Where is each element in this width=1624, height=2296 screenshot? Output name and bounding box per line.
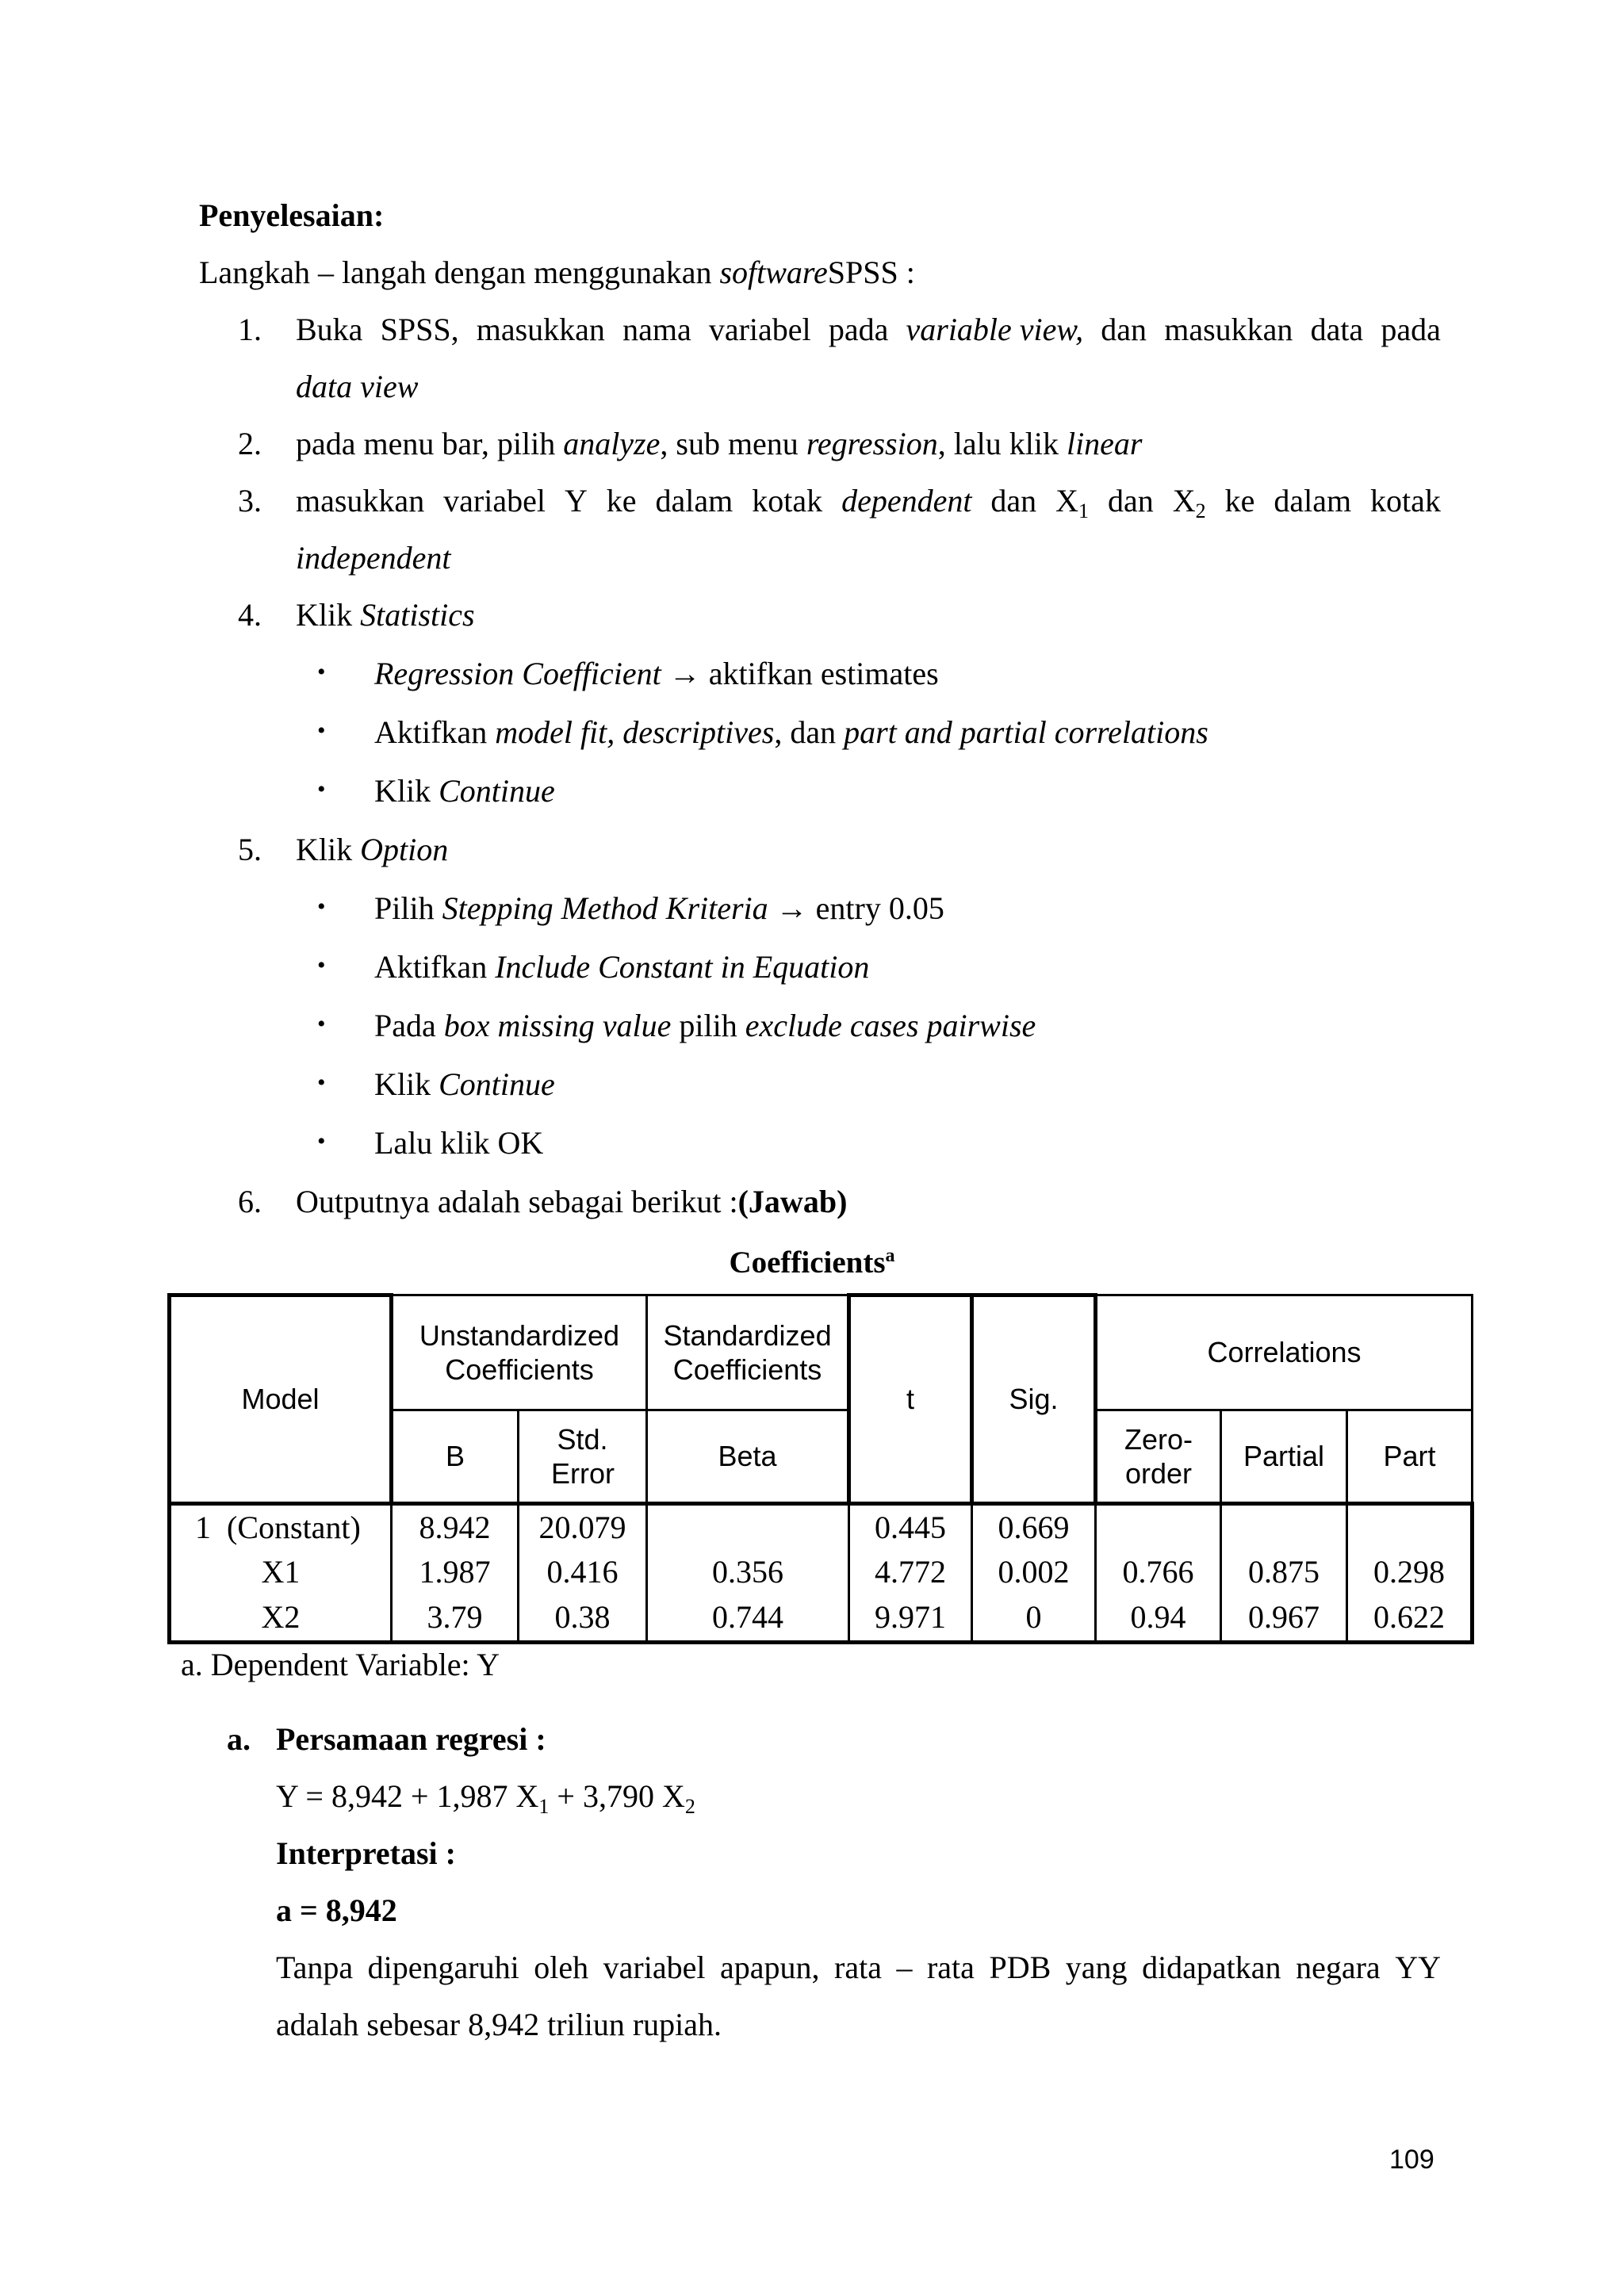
cell-sig: 0.002 — [972, 1550, 1096, 1594]
bullet-4-2 — [374, 714, 1208, 752]
bullet-5-5: Lalu klik OK — [374, 1125, 544, 1161]
bullet-5-3-pre: Pada — [374, 1008, 444, 1043]
word: dan — [1101, 312, 1147, 347]
word: Y — [564, 483, 588, 519]
step-6-number: 6. — [238, 1184, 262, 1219]
word: kotak — [1370, 483, 1441, 519]
bullet-5-2-pre: Aktifkan — [374, 949, 496, 985]
step-5-text — [296, 831, 448, 869]
cell-part: 0.298 — [1347, 1550, 1473, 1594]
table-title — [0, 1245, 1624, 1282]
bullet-4-1-italic: Regression Coefficient — [374, 656, 661, 691]
header-partial: Partial — [1221, 1410, 1347, 1504]
table-footnote: a. Dependent Variable: Y — [181, 1647, 500, 1682]
header-t: t — [849, 1295, 972, 1504]
cell-model: 1 (Constant) — [170, 1504, 392, 1550]
word: dalam — [655, 483, 733, 519]
step-5-number: 5. — [238, 832, 262, 867]
table-row — [170, 1504, 1473, 1550]
word: dan — [1108, 483, 1154, 519]
cell-sig: 0.669 — [972, 1504, 1096, 1550]
step-1-line1 — [296, 311, 1441, 349]
cell-zero — [1096, 1504, 1221, 1550]
bullet-icon: • — [317, 659, 326, 685]
header-correlations: Correlations — [1096, 1295, 1473, 1410]
section-a-label: a. — [227, 1721, 251, 1757]
cell-t: 0.445 — [849, 1504, 972, 1550]
cell-se: 0.38 — [519, 1594, 647, 1643]
cell-part — [1347, 1504, 1473, 1550]
bullet-4-2-mid: , dan — [774, 714, 845, 750]
bullet-icon: • — [317, 952, 326, 978]
step-2-linear: linear — [1066, 426, 1143, 461]
word: masukkan — [1164, 312, 1293, 347]
var-x2 — [1173, 482, 1206, 520]
cell-b: 1.987 — [392, 1550, 519, 1594]
word: oleh — [534, 1950, 589, 1985]
word: – — [896, 1950, 913, 1985]
table-title-sup: a — [885, 1246, 895, 1266]
step-2-mid: , sub menu — [660, 426, 806, 461]
step-3-line2: independent — [296, 540, 451, 576]
step-1-number: 1. — [238, 312, 262, 347]
header-sig: Sig. — [972, 1295, 1096, 1504]
bullet-icon: • — [317, 776, 326, 802]
bullet-4-1-rest: → aktifkan estimates — [661, 656, 939, 691]
bullet-5-1-italic: Stepping Method Kriteria — [442, 890, 768, 926]
word: YY — [1395, 1950, 1441, 1985]
section-a-title: Persamaan regresi : — [276, 1721, 546, 1757]
cell-model: X2 — [170, 1594, 392, 1643]
interpretation-heading: Interpretasi : — [276, 1835, 456, 1871]
bullet-4-3-italic: Continue — [439, 773, 555, 809]
word: didapatkan — [1142, 1950, 1281, 1985]
cell-partial — [1221, 1504, 1347, 1550]
cell-partial: 0.967 — [1221, 1594, 1347, 1643]
step-2-mid2: , lalu klik — [937, 426, 1067, 461]
step-3-number: 3. — [238, 483, 262, 519]
bullet-4-3-pre: Klik — [374, 773, 439, 809]
word: variabel — [603, 1950, 706, 1985]
header-model: Model — [170, 1295, 392, 1504]
step-2-pre: pada menu bar, pilih — [296, 426, 564, 461]
word: Tanpa — [276, 1950, 354, 1985]
step-2-analyze: analyze — [563, 426, 661, 461]
step-2-number: 2. — [238, 426, 262, 461]
header-part: Part — [1347, 1410, 1473, 1504]
bullet-icon: • — [317, 1011, 326, 1037]
cell-b: 8.942 — [392, 1504, 519, 1550]
cell-zero: 0.94 — [1096, 1594, 1221, 1643]
cell-t: 4.772 — [849, 1550, 972, 1594]
word: rata — [926, 1950, 975, 1985]
cell-partial: 0.875 — [1221, 1550, 1347, 1594]
word: negara — [1296, 1950, 1381, 1985]
word: data — [1310, 312, 1364, 347]
step-6-bold: (Jawab) — [737, 1184, 848, 1219]
word: nama — [622, 312, 691, 347]
var-x: X — [1172, 483, 1196, 519]
word: pada — [1381, 312, 1441, 347]
interpretation-line2: adalah sebesar 8,942 triliun rupiah. — [276, 2007, 722, 2042]
header-zero-order: Zero-order — [1096, 1410, 1221, 1504]
header-standardized: Standardized Coefficients — [647, 1295, 849, 1410]
word: yang — [1065, 1950, 1128, 1985]
bullet-5-2 — [374, 948, 869, 986]
header-std-error: Std. Error — [519, 1410, 647, 1504]
bullet-5-3 — [374, 1007, 1036, 1045]
word-variable-view: variable view, — [906, 312, 1084, 347]
bullet-5-1-rest: → entry 0.05 — [768, 890, 944, 926]
bullet-4-3 — [374, 772, 555, 810]
cell-se: 20.079 — [519, 1504, 647, 1550]
a-value: a = 8,942 — [276, 1892, 397, 1928]
word: ke — [606, 483, 637, 519]
word: variabel — [443, 483, 546, 519]
regression-equation — [276, 1777, 695, 1816]
intro-software: software — [719, 254, 828, 290]
word: rata — [834, 1950, 882, 1985]
step-5-pre: Klik — [296, 832, 361, 867]
equation-sub-2: 2 — [684, 1795, 695, 1818]
bullet-5-3-italic2: exclude cases pairwise — [745, 1008, 1036, 1043]
bullet-5-3-italic: box missing value — [443, 1008, 672, 1043]
word: kotak — [752, 483, 823, 519]
page-number: 109 — [1389, 2145, 1434, 2175]
table-title-text: Coefficients — [729, 1246, 886, 1280]
word: dalam — [1274, 483, 1352, 519]
bullet-5-4-pre: Klik — [374, 1066, 439, 1102]
bullet-5-1 — [374, 890, 944, 928]
bullet-4-2-italic2: part and partial correlations — [844, 714, 1208, 750]
word: ke — [1224, 483, 1255, 519]
cell-beta: 0.356 — [647, 1550, 849, 1594]
step-1-line2: data view — [296, 369, 419, 404]
bullet-4-2-italic: model fit, descriptives — [495, 714, 775, 750]
cell-beta — [647, 1504, 849, 1550]
word-dependent: dependent — [841, 483, 972, 519]
word: masukkan — [296, 483, 425, 519]
step-4-pre: Klik — [296, 597, 361, 633]
equation-sub-1: 1 — [538, 1795, 550, 1818]
cell-model: X1 — [170, 1550, 392, 1594]
cell-beta: 0.744 — [647, 1594, 849, 1643]
cell-zero: 0.766 — [1096, 1550, 1221, 1594]
header-b: B — [392, 1410, 519, 1504]
header-beta: Beta — [647, 1410, 849, 1504]
bullet-5-2-italic: Include Constant in Equation — [495, 949, 870, 985]
table-row — [170, 1550, 1473, 1594]
step-2-regression: regression — [806, 426, 938, 461]
word: dan — [990, 483, 1037, 519]
step-5-option: Option — [360, 832, 449, 867]
intro-prefix: Langkah – langah dengan menggunakan — [199, 254, 720, 290]
word: apapun, — [719, 1950, 820, 1985]
word: variabel — [708, 312, 811, 347]
heading: Penyelesaian: — [199, 197, 385, 233]
bullet-5-3-mid: pilih — [671, 1008, 745, 1043]
word: PDB — [989, 1950, 1051, 1985]
equation-part-1: Y = 8,942 + 1,987 X — [276, 1778, 539, 1814]
word: Buka — [296, 312, 363, 347]
intro-text — [199, 254, 915, 292]
bullet-4-1 — [374, 655, 939, 693]
bullet-5-4 — [374, 1066, 555, 1104]
coefficients-table — [167, 1293, 1474, 1644]
var-x1 — [1055, 482, 1089, 520]
bullet-icon: • — [317, 718, 326, 744]
subscript-1: 1 — [1078, 499, 1090, 522]
step-4-text — [296, 596, 475, 634]
bullet-icon: • — [317, 1070, 326, 1096]
bullet-icon: • — [317, 894, 326, 920]
equation-part-2: + 3,790 X — [549, 1778, 685, 1814]
bullet-icon: • — [317, 1128, 326, 1154]
cell-t: 9.971 — [849, 1594, 972, 1643]
word: dipengaruhi — [367, 1950, 519, 1985]
interpretation-line1 — [276, 1949, 1441, 1987]
bullet-4-2-pre: Aktifkan — [374, 714, 496, 750]
subscript-2: 2 — [1195, 499, 1206, 522]
word: SPSS, — [380, 312, 459, 347]
step-3-line1 — [296, 482, 1441, 520]
step-6-pre: Outputnya adalah sebagai berikut : — [296, 1184, 738, 1219]
word: masukkan — [476, 312, 605, 347]
cell-b: 3.79 — [392, 1594, 519, 1643]
bullet-5-4-italic: Continue — [439, 1066, 555, 1102]
var-x: X — [1055, 483, 1079, 519]
step-2-text — [296, 425, 1143, 463]
step-4-statistics: Statistics — [360, 597, 475, 633]
cell-sig: 0 — [972, 1594, 1096, 1643]
cell-se: 0.416 — [519, 1550, 647, 1594]
word: pada — [828, 312, 889, 347]
step-6-text — [296, 1183, 847, 1221]
intro-suffix: SPSS : — [827, 254, 915, 290]
step-4-number: 4. — [238, 597, 262, 633]
table-row — [170, 1594, 1473, 1643]
header-unstandardized: Unstandardized Coefficients — [392, 1295, 647, 1410]
bullet-5-1-pre: Pilih — [374, 890, 442, 926]
cell-part: 0.622 — [1347, 1594, 1473, 1643]
